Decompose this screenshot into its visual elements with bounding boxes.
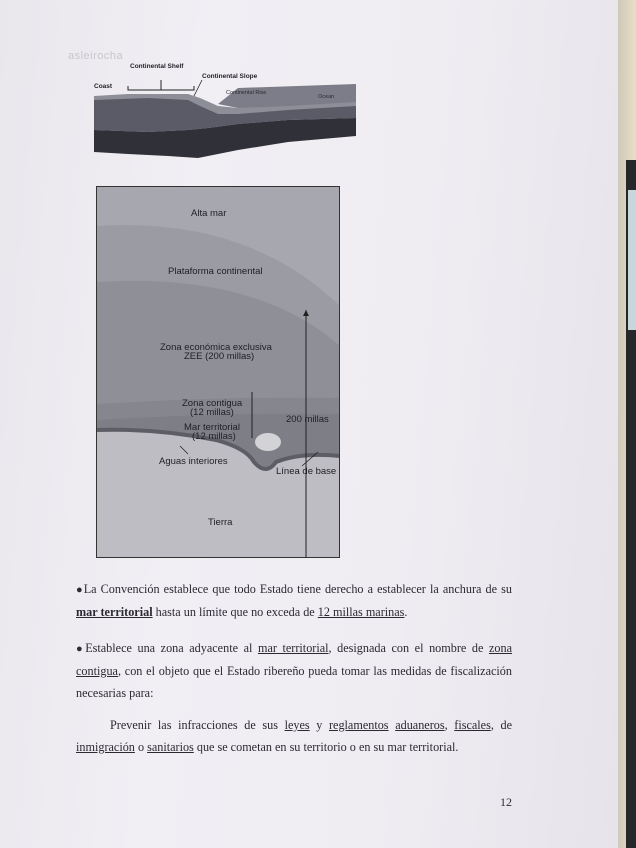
bullet: ● [76, 584, 84, 596]
paragraph-prevenir [76, 714, 512, 758]
slope-pointer [194, 80, 202, 96]
label-mar-territorial-1: Mar territorial [184, 422, 240, 433]
label-continental-rise: Continental Rise [226, 90, 267, 96]
island [255, 433, 281, 451]
text: o [134, 740, 148, 754]
maritime-zones-diagram [96, 186, 340, 558]
underlined-term: inmigración [76, 740, 135, 754]
paragraph-convencion [76, 578, 512, 623]
text: hasta un límite que no exceda de [152, 605, 318, 619]
underlined-term: reglamentos [328, 718, 389, 732]
underlined-term: mar territorial [257, 641, 329, 655]
underlined-term: aduaneros [395, 718, 445, 732]
label-mar-territorial-2: (12 millas) [192, 431, 236, 442]
label-contigua-2: (12 millas) [190, 407, 234, 418]
underlined-term: leyes [284, 718, 310, 732]
text: , [444, 718, 455, 732]
text: Establece una zona adyacente al [85, 641, 258, 655]
label-tierra: Tierra [208, 517, 233, 528]
paragraph-zona-contigua [76, 637, 512, 704]
label-plataforma: Plataforma continental [168, 266, 263, 277]
label-coast: Coast [94, 83, 113, 90]
underlined-term: 12 millas marinas [317, 605, 405, 619]
continental-margin-diagram [88, 58, 360, 162]
page-number: 12 [500, 795, 512, 809]
text: y [309, 718, 329, 732]
underlined-term: sanitarios [147, 740, 194, 754]
text: Prevenir las infracciones de sus [110, 718, 285, 732]
bullet: ● [76, 643, 86, 655]
label-contigua-1: Zona contigua [182, 398, 243, 409]
label-zee-1: Zona económica exclusiva [160, 342, 272, 353]
background-object [628, 190, 636, 330]
label-continental-shelf: Continental Shelf [130, 63, 184, 70]
label-zee-2: ZEE (200 millas) [184, 351, 255, 362]
label-alta-mar: Alta mar [191, 208, 227, 219]
label-aguas-interiores: Aguas interiores [159, 456, 228, 467]
text: . [404, 605, 408, 619]
text: , de [490, 718, 512, 732]
underlined-term: zona contigua [76, 641, 512, 678]
text: , designada con el nombre de [328, 641, 489, 655]
bleed-through-text: asleirocha [68, 50, 124, 62]
text: La Convención establece que todo Estado tiene derecho a establecer la anchura de su [83, 582, 512, 596]
label-linea-base: Línea de base [276, 466, 337, 477]
underlined-term: mar territorial [76, 605, 153, 619]
page-edge [618, 0, 636, 848]
label-continental-slope: Continental Slope [202, 73, 258, 80]
text: , con el objeto que el Estado ribereño pueda tomar las medidas de fiscalización necesarias para: [76, 664, 512, 700]
text: que se cometan en su territorio o en su mar territorial. [193, 740, 459, 754]
label-200-millas: 200 millas [286, 414, 329, 425]
underlined-term: fiscales [454, 718, 491, 732]
label-ocean: Ocean [318, 94, 335, 100]
